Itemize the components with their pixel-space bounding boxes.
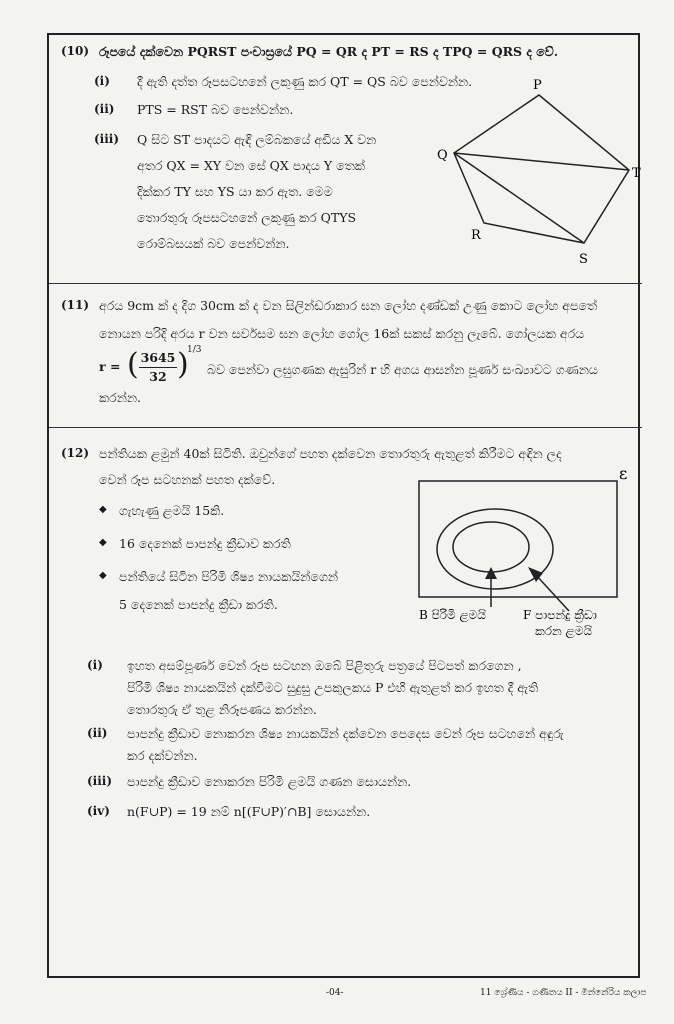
q10-iii-line: තොරතුරු රූපසටහනේ ලකුණු කර QTYS [137, 210, 357, 225]
q12-ii-line: පාපන්දු ක්‍රීඩාව නොකරන ශිෂ්‍ය නායකයින් දක්වෙන පෙදෙස වෙන් රූප සටහනේ අඳුරු [127, 726, 564, 741]
universal-set-symbol: ε [619, 464, 628, 483]
formula-lhs: r = [99, 359, 121, 374]
q10-iii-line: රොම්බසයක් බව පෙන්වන්න. [137, 236, 290, 251]
q10-ii-text: PTS = RST බව පෙන්වන්න. [137, 102, 294, 117]
q11-line: බව පෙන්වා ලඝුගණක ඇසුරින් r හි අගය ආසන්න පූර්ණ සංඛ්‍යාවට ගණනය [207, 362, 598, 377]
q11-number: (11) [61, 298, 90, 312]
radius-formula [99, 345, 202, 387]
pentagon-diagram [429, 75, 639, 275]
q12-bullet: පන්තියේ සිටින පිරිමි ශිෂ්‍ය නායකයින්ගෙන් [119, 569, 339, 584]
q12-i-label: (i) [87, 658, 103, 672]
q10-number: (10) [61, 44, 90, 58]
q11-line: නොයන පරිදි අරය r වන සර්වසම ඝන ලෝහ ගෝල 16ක් සකස් කරනු ලැබේ. ගෝලයක අරය [99, 326, 585, 341]
vertex-r-label: R [471, 228, 481, 243]
q10-iii-line: අතර QX = XY වන සේ QX පාදය Y තෙක් [137, 158, 365, 173]
separator [49, 427, 642, 428]
q10-i-label: (i) [94, 74, 110, 88]
q12-i-line: ඉහත අසම්පූර්ණ වෙන් රූප සටහන ඔබේ පිළිතුරු පත්‍රයේ පිටපත් කරගෙන , [127, 658, 522, 673]
q10-intro: රූපයේ දක්වෙන PQRST පංචාස්‍රයේ PQ = QR ද PT = RS ද TPQ = QRS ද වේ. [99, 44, 559, 59]
bullet-marker: ◆ [99, 570, 107, 581]
q11-line: අරය 9cm ක් ද දිග 30cm ක් ද වන සිලින්ඩරාකාර ඝන ලෝහ දණ්ඩක් උණු කොට ලෝහ අපතේ [99, 298, 598, 313]
venn-label-f: F පාපන්දු ක්‍රීඩා [523, 608, 597, 622]
vertex-q-label: Q [437, 148, 448, 163]
formula-exponent: 1/3 [187, 345, 202, 355]
bullet-marker: ◆ [99, 537, 107, 548]
q10-i-text: දී ඇති දත්ත රූපසටහනේ ලකුණු කර QT = QS බව පෙන්වන්න. [137, 74, 473, 89]
q12-ii-line: කර දක්වන්න. [127, 748, 198, 763]
q10-iii-line: Q සිට ST පාදයට ඇඳි ලම්බකයේ අඩිය X වන [137, 132, 377, 147]
q12-iv-line: n(F∪P) = 19 නම් n[(F∪P)′∩B] සොයන්න. [127, 804, 371, 819]
q12-intro: පන්තියක ළමුන් 40ක් සිටිති. ඔවුන්ගේ පහත දක්වෙන තොරතුරු ඇතුළත් කිරීමට අඳින ලද [99, 446, 562, 461]
page-frame [47, 33, 640, 978]
separator [49, 283, 642, 284]
q12-iii-line: පාපන්දු ක්‍රීඩාව නොකරන පිරිමි ළමයි ගණන සොයන්න. [127, 774, 412, 789]
venn-label-b: B පිරිමි ළමයි [419, 608, 486, 622]
page-number: -04- [326, 988, 344, 998]
q12-i-line: පිරිමි ශිෂ්‍ය නායකයින් දක්වීමට සුදුසු උපකුලකය P එහි ඇතුළත් කර ඉහත දී ඇති [127, 680, 539, 695]
q12-bullet: ගැහැණු ළමයි 15කි. [119, 503, 225, 518]
paper-subject: 11 ශ්‍රේණිය - ගණිතය II - මින්නේරිය කලාප [480, 988, 647, 998]
formula-right-paren: ) [177, 347, 189, 382]
vertex-s-label: S [579, 252, 588, 267]
vertex-t-label: T [632, 166, 641, 181]
q12-iii-label: (iii) [87, 774, 113, 788]
q12-intro: වෙන් රූප සටහනක් පහත දක්වේ. [99, 472, 276, 487]
q10-iii-line: දික්කර TY සහ YS යා කර ඇත. මෙම [137, 184, 333, 199]
q10-iii-label: (iii) [94, 132, 120, 146]
q12-iv-label: (iv) [87, 804, 110, 818]
formula-left-paren: ( [127, 347, 139, 382]
venn-label-f: කරන ළමයි [535, 624, 592, 638]
q12-number: (12) [61, 446, 90, 460]
q12-bullet: 16 දෙනෙක් පාපන්දු ක්‍රීඩාව කරති [119, 536, 291, 551]
formula-numerator: 3645 [140, 350, 176, 365]
q12-ii-label: (ii) [87, 726, 108, 740]
bullet-marker: ◆ [99, 504, 107, 515]
vertex-p-label: P [533, 78, 542, 93]
venn-diagram [409, 464, 639, 647]
q11-line: කරන්න. [99, 390, 141, 405]
q12-bullet: 5 දෙනෙක් පාපන්දු ක්‍රීඩා කරති. [119, 597, 278, 612]
formula-denominator: 32 [149, 369, 167, 384]
q12-i-line: තොරතුරු ඒ තුළ නිරූපණය කරන්න. [127, 702, 317, 717]
q10-ii-label: (ii) [94, 102, 115, 116]
